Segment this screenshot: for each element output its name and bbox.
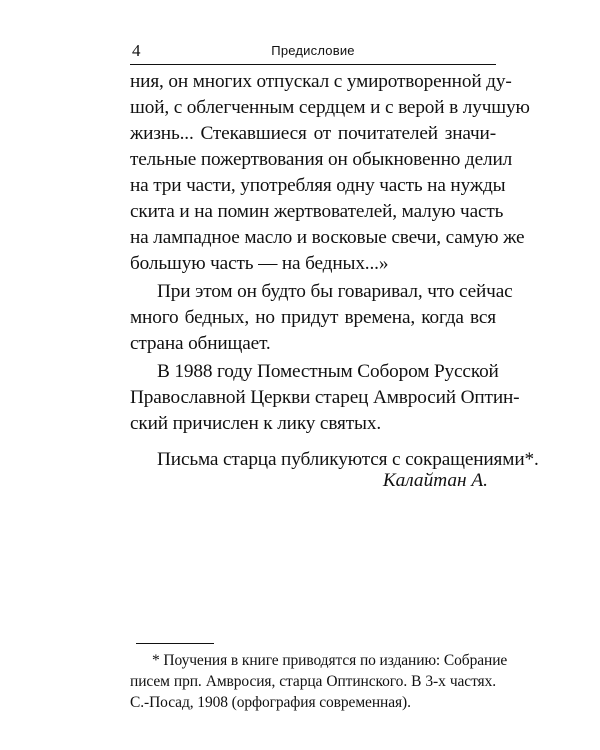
author-signature: Калайтан А. <box>382 470 488 491</box>
body-line: ния, он многих отпускал с умиротворенной ду- <box>130 71 512 92</box>
body-line: Православной Церкви старец Амвросий Оптин- <box>130 387 520 408</box>
book-page <box>130 38 539 728</box>
footnote-divider <box>136 643 214 644</box>
body-line: много бедных, но придут времена, когда вся <box>130 307 496 328</box>
footnote-line: писем прп. Амвросия, старца Оптинского. В 3-х частях. <box>130 673 496 690</box>
body-line: скита и на помин жертвователей, малую часть <box>130 201 504 222</box>
page-number: 4 <box>132 41 141 60</box>
body-line: большую часть — на бедных...» <box>130 253 389 274</box>
body-line: В 1988 году Поместным Собором Русской <box>157 361 499 382</box>
body-line: При этом он будто бы говаривал, что сейчас <box>157 281 513 302</box>
body-line: на лампадное масло и восковые свечи, самую же <box>130 227 525 248</box>
body-line: шой, с облегченным сердцем и с верой в лучшую <box>130 97 530 118</box>
body-line: страна обнищает. <box>130 333 271 354</box>
publication-note: Письма старца публикуются с сокращениями*. <box>157 449 539 470</box>
body-line: тельные пожертвования он обыкновенно делил <box>130 149 513 170</box>
footnote-line: * Поучения в книге приводятся по изданию: Собрание <box>152 652 508 669</box>
body-line: ский причислен к лику святых. <box>130 413 382 434</box>
section-title: Предисловие <box>271 43 355 58</box>
body-line: на три части, употребляя одну часть на нужды <box>130 175 506 196</box>
footnote-line: С.-Посад, 1908 (орфография современная). <box>130 694 411 711</box>
body-line: жизнь... Стекавшиеся от почитателей значи- <box>130 123 496 144</box>
running-head <box>130 38 496 65</box>
